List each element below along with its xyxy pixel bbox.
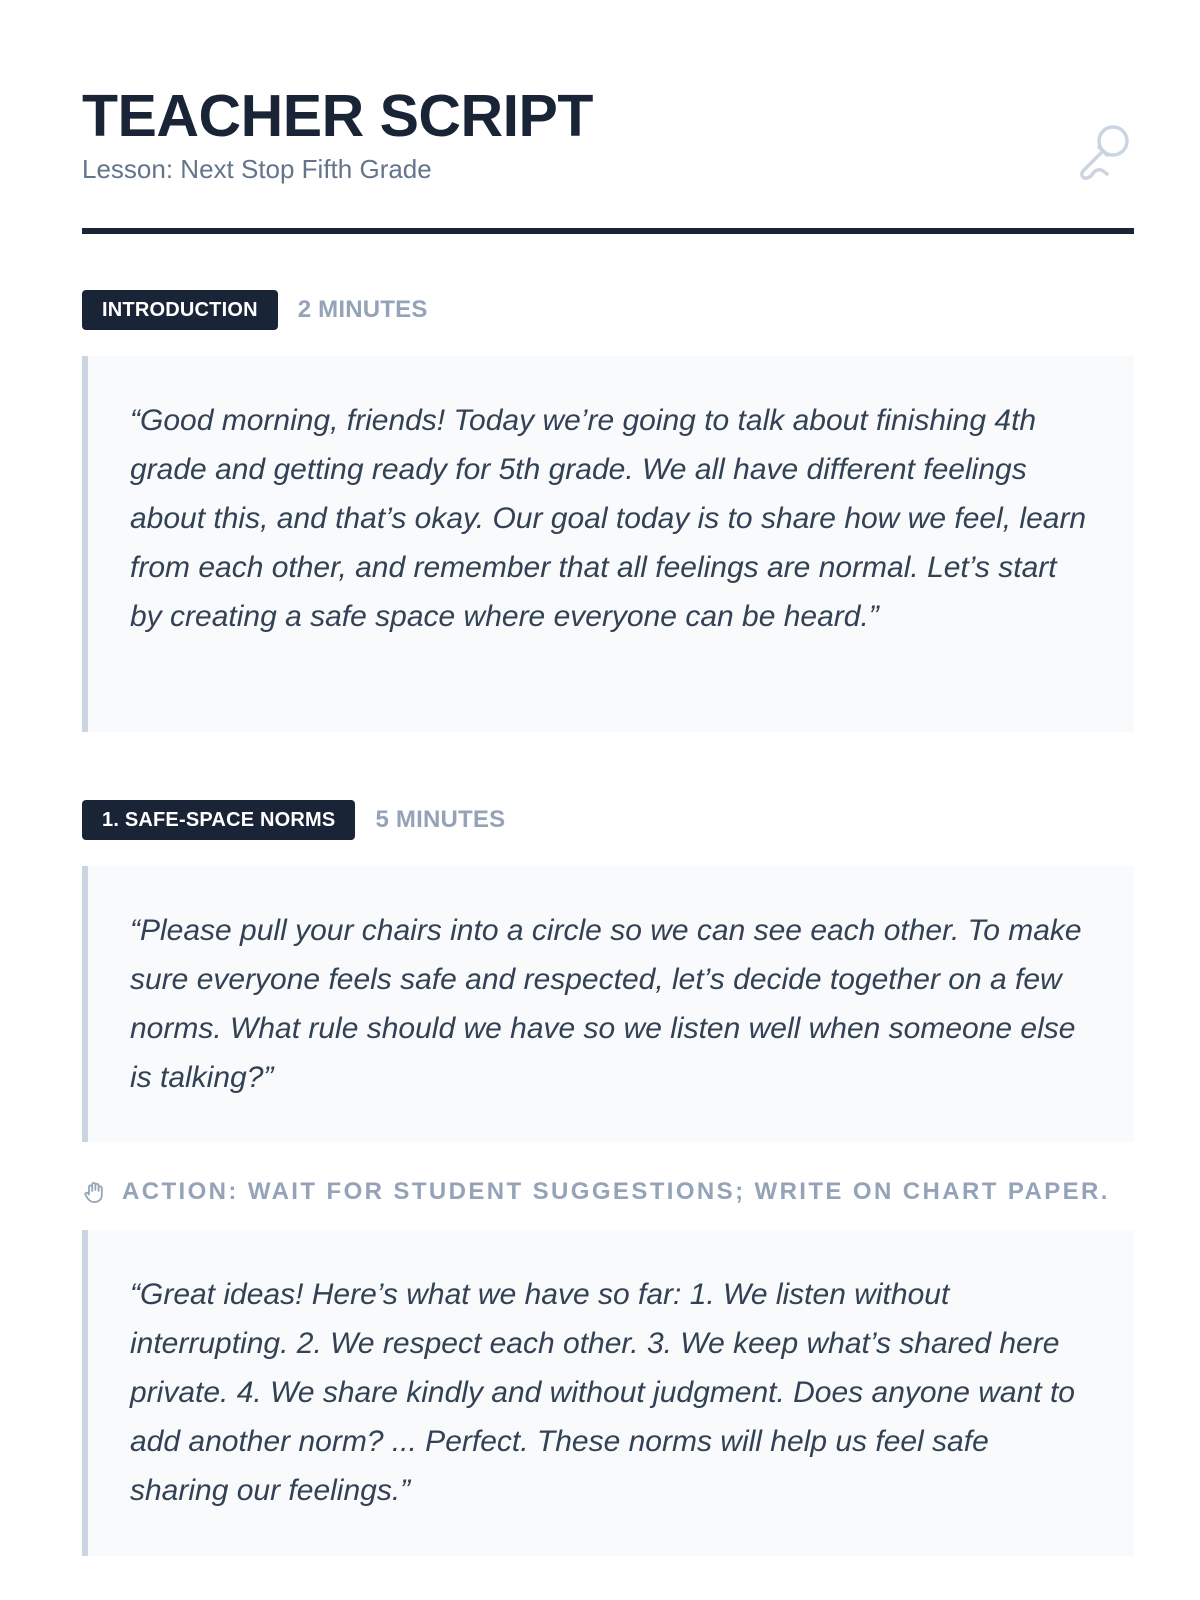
page-title: TEACHER SCRIPT <box>82 83 593 149</box>
script-quote: “Great ideas! Here’s what we have so far: 1. We listen without interrupting. 2. We respect each other. 3. We keep what’s shared here private. 4. We share kindly and without judgment. Does anyone want to add another norm? ... Perfect. These norms will help us feel safe sharing our feelings.” <box>82 1230 1134 1556</box>
header-divider <box>82 228 1134 234</box>
lesson-subtitle: Lesson: Next Stop Fifth Grade <box>82 154 432 184</box>
script-quote: “Good morning, friends! Today we’re going to talk about finishing 4th grade and getting ready for 5th grade. We all have different feelings about this, and that’s okay. Our goal today is to share how we feel, learn from each other, and remember that all feelings are normal. Let’s start by creating a safe space where everyone can be heard.” <box>82 356 1134 732</box>
section-badge: INTRODUCTION <box>82 290 278 330</box>
section-badge: 1. SAFE-SPACE NORMS <box>82 800 355 840</box>
section-duration: 2 MINUTES <box>297 296 428 323</box>
action-text: ACTION: WAIT FOR STUDENT SUGGESTIONS; WRITE ON CHART PAPER. <box>122 1178 1110 1205</box>
section-header-introduction <box>82 290 428 330</box>
section-header-safe-space-norms <box>82 800 505 840</box>
script-quote: “Please pull your chairs into a circle so we can see each other. To make sure everyone feels safe and respected, let’s decide together on a few norms. What rule should we have so we listen well when someone else is talking?” <box>82 866 1134 1142</box>
microphone-icon <box>1072 122 1134 184</box>
page-header <box>82 84 1134 234</box>
hand-icon <box>82 1179 108 1205</box>
action-note <box>82 1176 1110 1208</box>
section-duration: 5 MINUTES <box>375 806 506 833</box>
